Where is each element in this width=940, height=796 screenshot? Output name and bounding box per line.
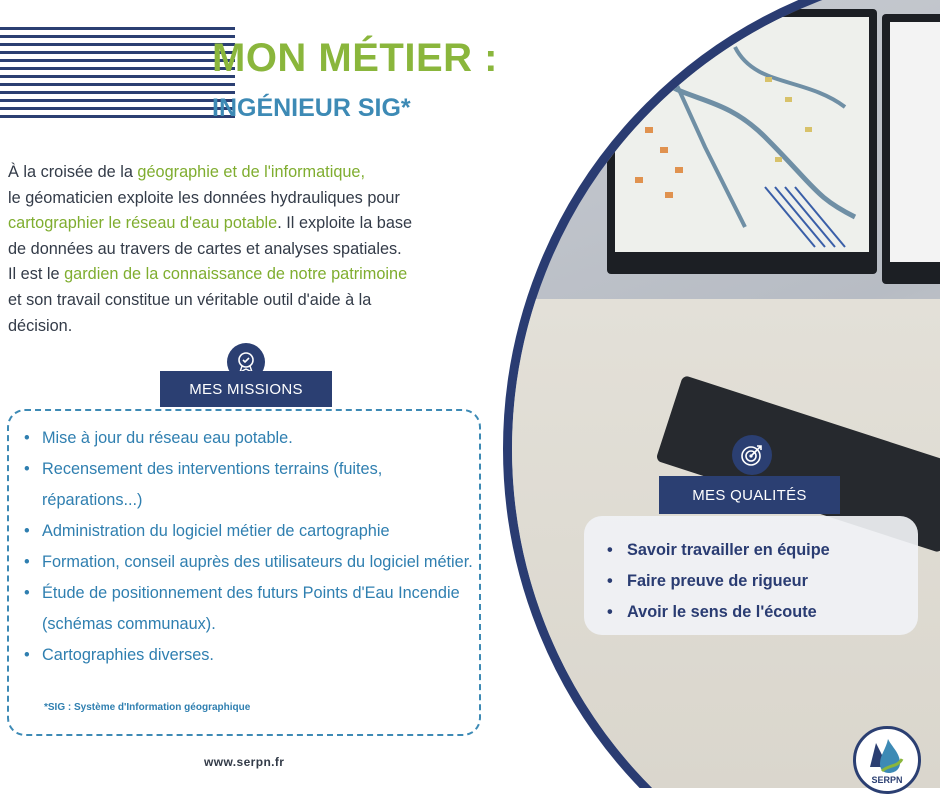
qualities-label: MES QUALITÉS bbox=[659, 476, 840, 514]
office-photo bbox=[503, 0, 940, 788]
intro-highlight: cartographier le réseau d'eau potable bbox=[8, 214, 278, 233]
logo-text: SERPN bbox=[871, 775, 903, 785]
list-item: • Étude de positionnement des futurs Points d'Eau Incendie (schémas communaux). bbox=[24, 578, 484, 640]
list-item: • Recensement des interventions terrains (fuites, réparations...) bbox=[24, 454, 484, 516]
list-item: • Cartographies diverses. bbox=[24, 640, 484, 671]
list-item: • Mise à jour du réseau eau potable. bbox=[24, 423, 484, 454]
list-item: • Avoir le sens de l'écoute bbox=[607, 597, 830, 628]
footnote: *SIG : Système d'Information géographique bbox=[44, 702, 251, 713]
missions-list bbox=[24, 423, 484, 671]
page-title: MON MÉTIER : bbox=[212, 36, 498, 80]
list-item: • Faire preuve de rigueur bbox=[607, 566, 830, 597]
target-icon bbox=[732, 435, 772, 475]
intro-text: de données au travers de cartes et analyses spatiales. bbox=[8, 239, 402, 258]
page-subtitle: INGÉNIEUR SIG* bbox=[212, 94, 411, 122]
list-item: • Administration du logiciel métier de cartographie bbox=[24, 516, 484, 547]
serpn-logo bbox=[853, 726, 921, 794]
intro-highlight: géographie et de l'informatique, bbox=[137, 163, 366, 181]
intro-highlight: gardien de la connaissance de notre patrimoine bbox=[64, 265, 408, 284]
list-item: • Formation, conseil auprès des utilisateurs du logiciel métier. bbox=[24, 547, 484, 578]
intro-text: décision. bbox=[8, 316, 73, 335]
missions-label: MES MISSIONS bbox=[160, 371, 332, 407]
intro-text: À la croisée de la bbox=[8, 163, 138, 181]
website-link[interactable]: www.serpn.fr bbox=[204, 755, 285, 769]
list-item: • Savoir travailler en équipe bbox=[607, 535, 830, 566]
intro-text: . Il exploite la base bbox=[277, 214, 413, 233]
intro-text: Il est le bbox=[8, 265, 65, 284]
intro-text: et son travail constitue un véritable outil d'aide à la bbox=[8, 290, 372, 309]
intro-text: le géomaticien exploite les données hydrauliques pour bbox=[8, 188, 400, 207]
qualities-list bbox=[607, 535, 830, 628]
